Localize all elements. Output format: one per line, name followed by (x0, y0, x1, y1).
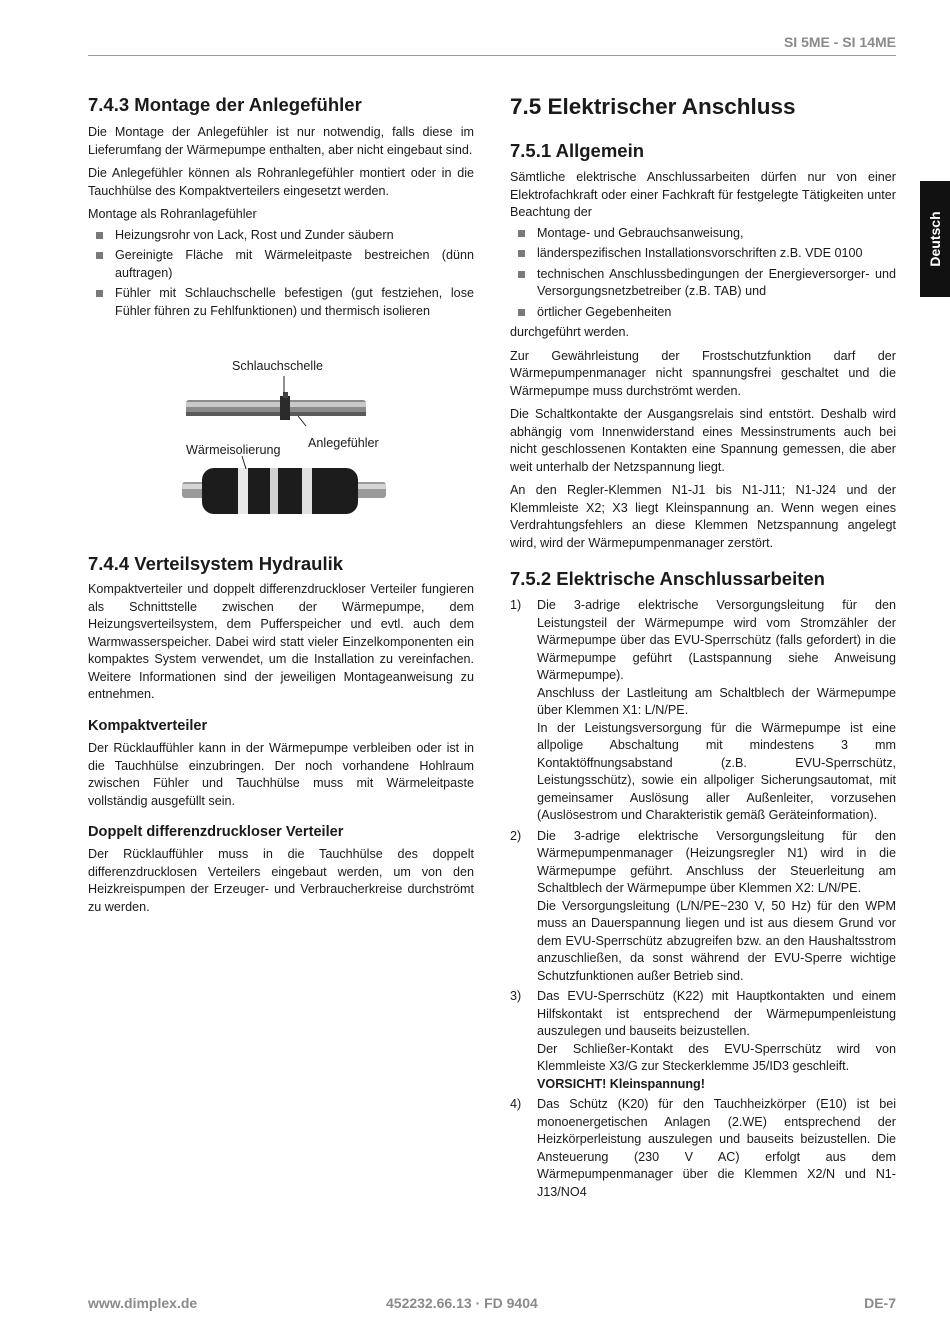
paragraph: Die Anlegefühler können als Rohranlegefühler montiert oder in die Tauchhülse des Kompaktverteilers eingesetzt werden. (88, 166, 474, 198)
item-text: In der Leistungsversorgung für die Wärmepumpe ist eine allpolige Abschaltung mit mindestens 3 mm Kontaktöffnungsabstand (z.B. EVU-Sperrschütz, Leistungsschütz), sowie ein allpoliger Sicherungsautomat, mit gemeinsamer Auslösung aller Außenleiter, vorzusehen (Auslösestrom und Charakteristik gemäß Geräteinformation). (537, 720, 896, 822)
heading-7-5-2: 7.5.2 Elektrische Anschlussarbeiten (510, 568, 825, 589)
warning-text: VORSICHT! Kleinspannung! (537, 1076, 705, 1091)
item-number: 4) (510, 1097, 522, 1111)
language-tab-label: Deutsch (927, 211, 943, 267)
item-text: Die Versorgungsleitung (L/N/PE~230 V, 50 Hz) für den WPM muss an Dauerspannung liegen und ist aus diesem Grund vor dem EVU-Sperrschütz abzugreifen bzw. an den Haushaltsstrom anzuschließen, da sonst während der EVU-Sperre wichtige Schutzfunktionen außer Betrieb sind. (537, 898, 896, 983)
item-number: 2) (510, 828, 522, 843)
list-item: Fühler mit Schlauchschelle befestigen (gut festziehen, lose Fühler führen zu Fehlfunktionen) und thermisch isolieren (88, 285, 474, 320)
paragraph: Der Rücklauffühler kann in der Wärmepumpe verbleiben oder ist in die Tauchhülse einzubringen. Der noch vorhandene Hohlraum zwischen Fühler und Tauchhülse muss mit Wärmeleitpaste vollständig ausgefüllt sein. (88, 741, 474, 808)
footer-website: www.dimplex.de (88, 1295, 198, 1311)
item-text: Der Schließer-Kontakt des EVU-Sperrschütz wird von Klemmleiste X3/G zur Steckerklemme J5/ID3 geschleift. (537, 1041, 896, 1073)
heading-7-4-4: 7.4.4 Verteilsystem Hydraulik (88, 553, 344, 574)
heading-7-4-3: 7.4.3 Montage der Anlegefühler (88, 94, 362, 115)
list-item: technischen Anschlussbedingungen der Energieversorger- und Versorgungsnetzbetreiber (z.B. TAB) und (510, 266, 896, 301)
item-number: 3) (510, 989, 522, 1003)
label-insulation: Wärmeisolierung (186, 443, 281, 457)
heading-kompaktverteiler: Kompaktverteiler (88, 718, 208, 734)
list-item: Montage- und Gebrauchsanweisung, (510, 225, 896, 243)
paragraph: Die Montage der Anlegefühler ist nur notwendig, falls diese im Lieferumfang der Wärmepumpe enthalten, aber nicht eingebaut sind. (88, 125, 474, 157)
list-item (510, 988, 896, 1093)
footer-page-number: DE-7 (864, 1295, 896, 1311)
list-item (510, 597, 896, 825)
section-7-5-2-body (510, 597, 896, 1204)
kompaktverteiler-body (88, 740, 474, 816)
heading-doppelt-verteiler: Doppelt differenzdruckloser Verteiler (88, 824, 344, 840)
list-item: Gereinigte Fläche mit Wärmeleitpaste bestreichen (dünn auftragen) (88, 247, 474, 282)
item-text: Anschluss der Lastleitung am Schaltblech der Wärmepumpe über Klemmen X1: L/N/PE. (537, 685, 896, 717)
item-text: Die 3-adrige elektrische Versorgungsleitung für den Leistungsteil der Wärmepumpe wird vom Stromzähler der Wärmepumpe über das EVU-Sperrschütz (falls gefordert) in die Wärmepumpe geführt (Lastspannung siehe Anweisung Wärmepumpe). (537, 598, 896, 682)
heading-7-5: 7.5 Elektrischer Anschluss (510, 94, 796, 119)
regulations-list (510, 225, 896, 322)
mounting-steps-list (88, 227, 474, 321)
page-header (88, 34, 896, 56)
label-sensor: Anlegefühler (308, 436, 379, 450)
paragraph: Montage als Rohranlagefühler (88, 207, 257, 221)
list-item: länderspezifischen Installationsvorschriften z.B. VDE 0100 (510, 245, 896, 263)
footer-doc-number: 452232.66.13 · FD 9404 (386, 1295, 538, 1311)
list-item: Heizungsrohr von Lack, Rost und Zunder säubern (88, 227, 474, 245)
item-text: Das Schütz (K20) für den Tauchheizkörper (E10) ist bei monoenergetischen Anlagen (2.WE) entsprechend der Heizkörperleistung auszulegen und bauseits beizustellen. Die Ansteuerung (230 V AC) erfolgt aus dem Wärmepumpenmanager über die Klemmen X2/N und N1-J13/NO4 (537, 1097, 896, 1199)
item-text: Die 3-adrige elektrische Versorgungsleitung für den Wärmepumpenmanager (Heizungsregler N1) wird in die Wärmepumpe geführt. Anschluss der Steuerleitung am Schaltblech der Wärmepumpe über Klemmen X2: L/N/PE. (537, 828, 896, 895)
paragraph: Der Rücklauffühler muss in die Tauchhülse des doppelt differenzdrucklosen Verteilers eingebaut werden, um von den Heizkreispumpen der Erzeuger- und Verbraucherkreise durchströmt zu werden. (88, 847, 474, 914)
section-7-4-3-body (88, 124, 474, 326)
item-text: Das EVU-Sperrschütz (K22) mit Hauptkontakten und einem Hilfskontakt ist entsprechend der Wärmepumpenleistung auszulegen und bauseits beizustellen. (537, 989, 896, 1038)
paragraph: durchgeführt werden. (510, 325, 630, 339)
section-7-5-1-body (510, 169, 896, 558)
list-item: örtlicher Gegebenheiten (510, 304, 896, 322)
sensor-mounting-figure (180, 356, 395, 531)
item-number: 1) (510, 598, 522, 612)
paragraph: Sämtliche elektrische Anschlussarbeiten dürfen nur von einer Elektrofachkraft oder einer Fachkraft für festgelegte Tätigkeiten unter Beachtung der (510, 170, 896, 219)
doppelt-verteiler-body (88, 846, 474, 922)
heading-7-5-1: 7.5.1 Allgemein (510, 140, 645, 161)
list-item (510, 828, 896, 986)
label-clamp: Schlauchschelle (232, 359, 324, 373)
language-tab (920, 181, 950, 297)
paragraph: Kompaktverteiler und doppelt differenzdruckloser Verteiler fungieren als Schnittstelle zwischen der Wärmepumpe, dem Heizungsverteilsystem, dem Pufferspeicher und evtl. auch dem Warmwasserspeicher. Dabei wird statt vieler Einzelkomponenten ein kompaktes System verwendet, um die Installation zu vereinfachen. Weitere Informationen sind der jeweiligen Montageanweisung zu entnehmen. (88, 582, 474, 701)
section-7-4-4-body (88, 581, 474, 710)
header-title: SI 5ME - SI 14ME (783, 34, 896, 50)
paragraph: An den Regler-Klemmen N1-J1 bis N1-J11; N1-J24 und der Klemmleiste X2; X3 liegt Kleinspannung an. Wenn wegen eines Verdrahtungsfehlers an diese Klemmen Netzspannung angelegt wird, wird der Wärmepumpenmanager zerstört. (510, 483, 896, 550)
connection-steps-list (510, 597, 896, 1201)
paragraph: Zur Gewährleistung der Frostschutzfunktion darf der Wärmepumpenmanager nicht spannungsfrei geschaltet und die Wärmepumpe muss durchströmt werden. (510, 348, 896, 398)
list-item (510, 1096, 896, 1201)
paragraph: Die Schaltkontakte der Ausgangsrelais sind entstört. Deshalb wird abhängig vom Innenwiderstand eines Messinstruments auch bei nicht geschlossenen Kontakten eine Spannung gemessen, die aber weit unterhalb der Netzspannung liegt. (510, 407, 896, 474)
